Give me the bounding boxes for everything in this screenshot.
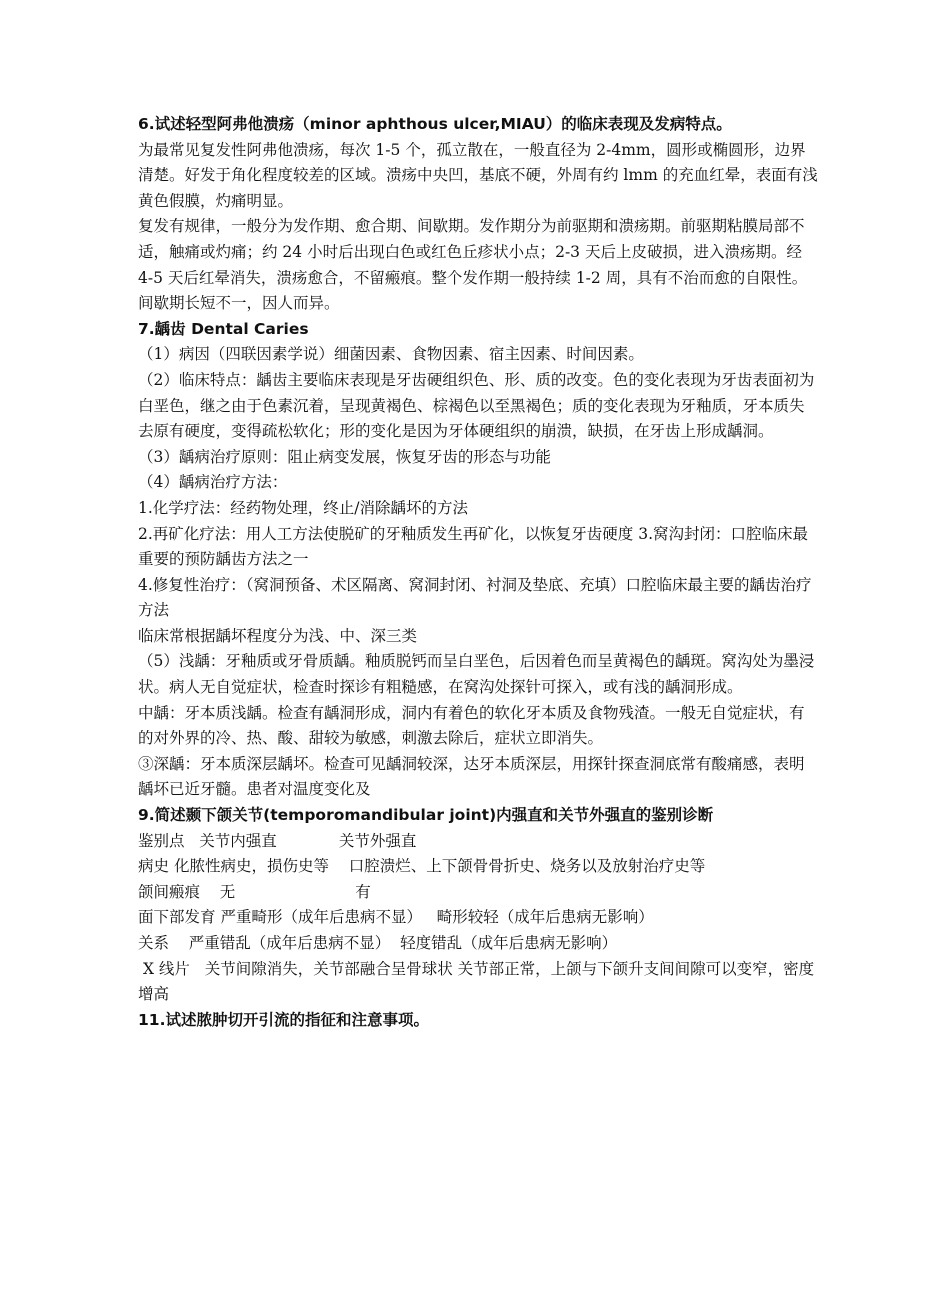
q7-middle: 中龋：牙本质浅龋。检查有龋洞形成，洞内有着色的软化牙本质及食物残渣。一般无自觉症状，有的对外界的冷、热、酸、甜较为敏感，刺激去除后，症状立即消失。 [138, 703, 805, 748]
q6-paragraph-2: 复发有规律，一般分为发作期、愈合期、间歇期。发作期分为前驱期和溃疡期。前驱期粘膜局部不适，触痛或灼痛；约 24 小时后出现白色或红色丘疹状小点；2-3 天后上皮破损，进入溃疡期。经 4-5 天后红晕消失，溃疡愈合，不留瘢痕。整个发作期一般持续 1-2 周，具有不治而愈的自限性。间歇期长短不一，因人而异。 [138, 217, 808, 313]
q9-row [138, 905, 818, 931]
q7-method-4: 4.修复性治疗：（窝洞预备、术区隔离、窝洞封闭、衬洞及垫底、充填）口腔临床最主要的龋齿治疗方法 [138, 575, 812, 620]
q9-row-cell: 口腔溃烂、上下颌骨骨折史、烧务以及放射治疗史等 [348, 857, 706, 876]
q9-row [138, 931, 818, 957]
q9-title: 9.简述颞下颌关节(temporomandibular joint)内强直和关节外强直的鉴别诊断 [138, 806, 714, 825]
q9-row-label: 关系 [138, 934, 170, 952]
q9-row-cell: 关节间隙消失，关节部融合呈骨球状 [204, 959, 453, 978]
document-page [138, 112, 818, 1033]
q9-row-label: 颌间瘢痕 [138, 882, 201, 901]
q9-row [138, 957, 818, 1008]
q11-title: 11.试述脓肿切开引流的指征和注意事项。 [138, 1010, 429, 1029]
q7-shallow: （5）浅龋：牙釉质或牙骨质龋。釉质脱钙而呈白垩色，后因着色而呈黄褐色的龋斑。窝沟处为墨浸状。病人无自觉症状，检查时探诊有粗糙感，在窝沟处探针可探入，或有浅的龋洞形成。 [138, 652, 815, 697]
q9-row-label: 病史 [138, 857, 170, 876]
q7-deep: ③深龋：牙本质深层龋坏。检查可见龋洞较深，达牙本质深层，用探针探查洞底常有酸痛感，表明龋坏已近牙髓。患者对温度变化及 [138, 754, 805, 799]
q9-row-cell: 化脓性病史，损伤史等 [173, 857, 329, 876]
q7-principle: （3）龋病治疗原则：阻止病变发展，恢复牙齿的形态与功能 [138, 447, 551, 466]
q9-row-cell: 严重错乱（成年后患病不显） [188, 934, 391, 952]
q7-methods-head: （4）龋病治疗方法： [138, 473, 288, 492]
q9-row-label: X 线片 [142, 959, 190, 978]
q7-cause: （1）病因（四联因素学说）细菌因素、食物因素、宿主因素、时间因素。 [138, 345, 644, 364]
q9-row-cell: 轻度错乱（成年后患病无影响） [400, 934, 618, 952]
q9-row-cell: 畸形较轻（成年后患病无影响） [436, 908, 654, 927]
q9-header-cell: 关节内强直 [199, 831, 277, 850]
q7-title: 7.龋齿 Dental Caries [138, 319, 309, 338]
q7-method-1: 1.化学疗法：经药物处理，终止/消除龋坏的方法 [138, 498, 469, 517]
q7-method-2: 2.再矿化疗法：用人工方法使脱矿的牙釉质发生再矿化，以恢复牙齿硬度 3.窝沟封闭：口腔临床最重要的预防龋齿方法之一 [138, 524, 809, 569]
q6-title: 6.试述轻型阿弗他溃疡（minor aphthous ulcer,MIAU）的临床表现及发病特点。 [138, 115, 732, 133]
q7-clinical: （2）临床特点：龋齿主要临床表现是牙齿硬组织色、形、质的改变。色的变化表现为牙齿表面初为白垩色，继之由于色素沉着，呈现黄褐色、棕褐色以至黑褐色；质的变化表现为牙釉质，牙本质失去原有硬度，变得疏松软化；形的变化是因为牙体硬组织的崩溃，缺损，在牙齿上形成龋洞。 [138, 370, 815, 441]
q9-header-cell: 鉴别点 [138, 831, 185, 850]
q9-row-label: 面下部发育 [138, 908, 216, 927]
q9-row-cell: 无 [219, 882, 236, 901]
q9-row-cell: 关节部正常，上颌与下颌升支间间隙可以变窄，密度增高 [138, 959, 815, 1004]
q9-row-cell: 严重畸形（成年后患病不显） [220, 908, 422, 927]
q9-row [138, 854, 818, 880]
q9-header-cell: 关节外强直 [338, 831, 417, 850]
q9-row-cell: 有 [355, 882, 371, 901]
q9-row [138, 880, 818, 906]
q9-header-row [138, 829, 818, 855]
q6-paragraph-1: 为最常见复发性阿弗他溃疡，每次 1-5 个，孤立散在，一般直径为 2-4mm，圆形或椭圆形，边界清楚。好发于角化程度较差的区域。溃疡中央凹，基底不硬，外周有约 lmm 的充血红晕，表面有浅黄色假膜，灼痛明显。 [138, 140, 818, 210]
q7-grade: 临床常根据龋坏程度分为浅、中、深三类 [138, 626, 418, 645]
